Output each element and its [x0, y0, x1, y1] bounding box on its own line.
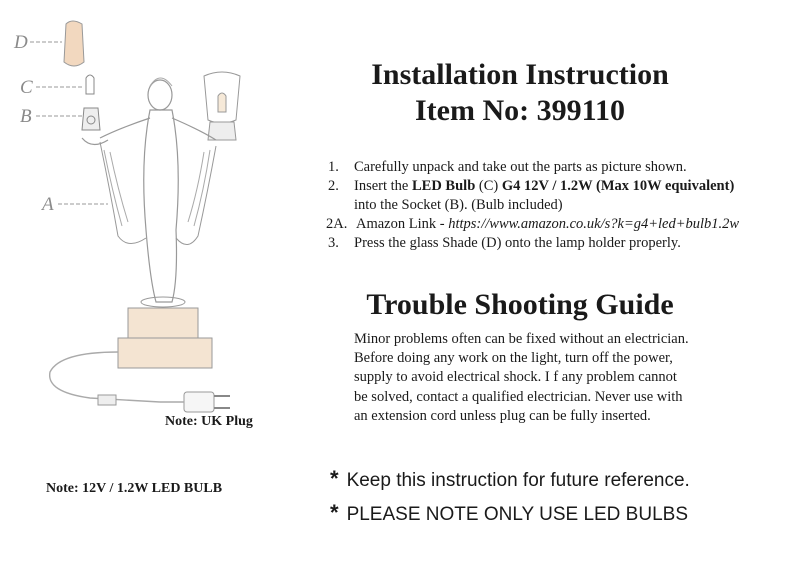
troubleshooting-line: Before doing any work on the light, turn off the power,	[354, 350, 673, 367]
note-uk-plug: Note: UK Plug	[165, 414, 253, 429]
step-text: Carefully unpack and take out the parts as picture shown.	[354, 159, 687, 175]
troubleshooting-line: supply to avoid electrical shock. I f any problem cannot	[354, 369, 677, 386]
figure-left-arm	[100, 118, 150, 138]
drape-fold-4	[188, 152, 204, 222]
figure-body	[144, 110, 179, 302]
step-text	[356, 215, 739, 233]
label-c: C	[20, 77, 33, 98]
drape-right	[176, 146, 216, 245]
troubleshooting-title: Trouble Shooting Guide	[366, 288, 674, 321]
bulb-spec: G4 12V / 1.2W (Max 10W equivalent)	[501, 178, 735, 194]
amazon-link[interactable]: https://www.amazon.co.uk/s?k=g4+led+bulb1.2w	[448, 216, 740, 232]
label-d: D	[14, 32, 28, 53]
step-number: 2A.	[326, 216, 348, 232]
drape-fold-1	[104, 150, 122, 226]
document-title: Installation Instruction	[371, 58, 669, 91]
step-text-mid: (C)	[475, 178, 502, 194]
step-number: 3.	[328, 235, 339, 251]
notice-text: Keep this instruction for future reference.	[346, 470, 690, 491]
label-b: B	[20, 106, 32, 127]
step-text-prefix: Insert the	[354, 178, 412, 194]
step-number: 1.	[328, 159, 339, 175]
notice-text: PLEASE NOTE ONLY USE LED BULBS	[346, 504, 688, 525]
bulb-type: LED Bulb	[411, 178, 476, 194]
right-bulb	[218, 93, 226, 112]
label-a: A	[42, 194, 54, 215]
bulb-part	[86, 75, 94, 94]
troubleshooting-body	[354, 330, 774, 426]
amazon-link-label: Amazon Link -	[356, 216, 449, 232]
cord-switch	[98, 395, 116, 405]
item-number: Item No: 399110	[415, 94, 625, 127]
glass-shade-part	[64, 21, 84, 66]
upper-base	[128, 308, 198, 338]
drape-fold-2	[110, 152, 128, 222]
step-text: Press the glass Shade (D) onto the lamp holder properly.	[354, 235, 681, 251]
lamp-illustration	[0, 0, 330, 450]
step-number: 2.	[328, 178, 339, 194]
lower-base	[118, 338, 212, 368]
notice-keep-instructions	[330, 466, 690, 492]
notice-led-only	[330, 500, 688, 526]
asterisk-icon: *	[330, 466, 339, 491]
troubleshooting-line: Minor problems often can be fixed without an electrician.	[354, 331, 689, 347]
left-arm-cup	[82, 138, 108, 145]
socket-part	[82, 108, 100, 130]
asterisk-icon: *	[330, 500, 339, 525]
step-text	[354, 177, 734, 195]
note-led-bulb: Note: 12V / 1.2W LED BULB	[46, 481, 223, 496]
uk-plug	[184, 392, 214, 412]
troubleshooting-line: an extension cord unless plug can be fully inserted.	[354, 407, 651, 424]
drape-left	[100, 142, 146, 244]
step-2-continuation: into the Socket (B). (Bulb included)	[354, 197, 563, 213]
troubleshooting-line: be solved, contact a qualified electrician. Never use with	[354, 388, 683, 405]
